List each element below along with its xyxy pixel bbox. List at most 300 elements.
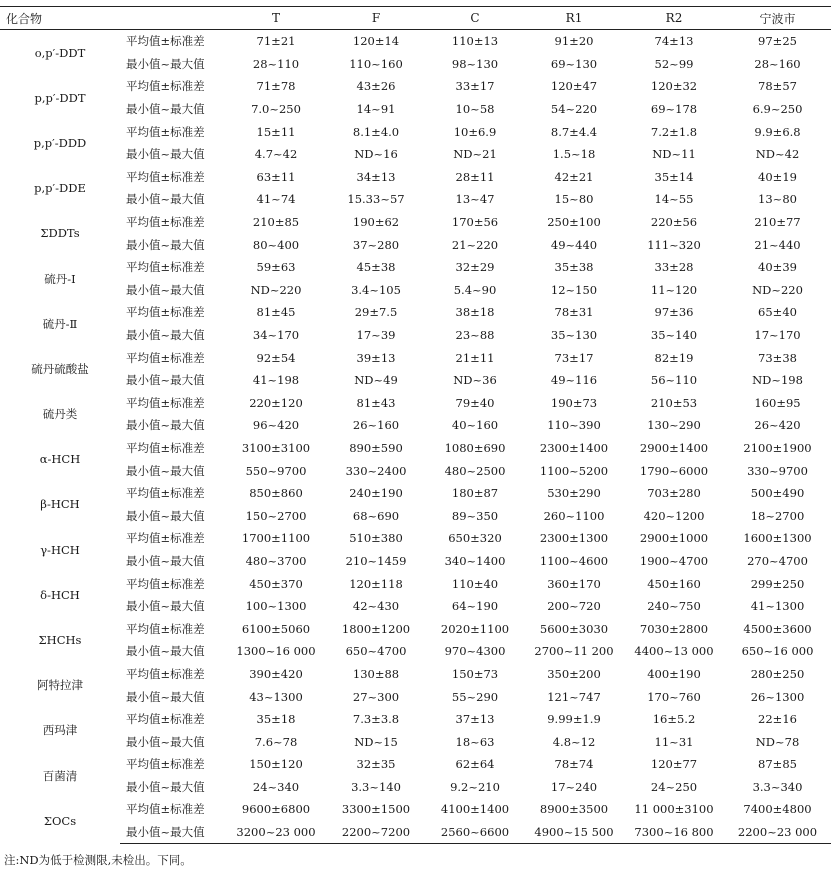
compound-name: γ-HCH [40, 542, 80, 557]
value-cell: 150±73 [451, 666, 499, 681]
value-cell: 11 000±3100 [634, 802, 714, 817]
table-row [0, 414, 831, 437]
value-cell: ND~11 [652, 147, 696, 162]
value-cell: 650±320 [448, 531, 502, 546]
value-cell: 65±40 [758, 305, 797, 320]
value-cell: 68~690 [352, 508, 400, 523]
stat-label: 平均值±标准差 [126, 486, 205, 501]
value-cell: 39±13 [356, 350, 396, 365]
header-compound: 化合物 [0, 7, 120, 30]
value-cell: 13~80 [758, 192, 797, 207]
value-cell: 210±85 [252, 215, 300, 230]
value-cell: 3300±1500 [341, 802, 411, 817]
value-cell: 78±74 [554, 757, 594, 772]
value-cell: 170~760 [647, 689, 701, 704]
value-cell: 34±13 [356, 169, 396, 184]
stat-label: 最小值~最大值 [126, 373, 205, 388]
value-cell: 40~160 [451, 418, 499, 433]
value-cell: 2700~11 200 [534, 644, 614, 659]
pesticide-concentration-table [0, 6, 831, 844]
stat-label: 平均值±标准差 [126, 757, 205, 772]
table-row [0, 459, 831, 482]
compound-name: 阿特拉津 [37, 678, 83, 693]
value-cell: 91±20 [554, 34, 594, 49]
value-cell: 24~250 [650, 779, 698, 794]
value-cell: 850±860 [249, 486, 303, 501]
value-cell: 43±26 [356, 79, 396, 94]
value-cell: 7.0~250 [251, 102, 301, 117]
value-cell: 270~4700 [747, 553, 808, 568]
value-cell: 130~290 [647, 418, 701, 433]
value-cell: 49~116 [550, 373, 598, 388]
stat-label: 最小值~最大值 [126, 418, 205, 433]
table-row [0, 595, 831, 618]
value-cell: 200~720 [547, 599, 601, 614]
value-cell: 97±25 [758, 34, 797, 49]
value-cell: 350±200 [547, 666, 601, 681]
value-cell: ND~220 [752, 282, 803, 297]
compound-name: δ-HCH [40, 587, 80, 602]
table-row [0, 572, 831, 595]
value-cell: 260~1100 [543, 508, 605, 523]
value-cell: ND~36 [453, 373, 497, 388]
value-cell: 9600±6800 [241, 802, 311, 817]
stat-label: 最小值~最大值 [126, 328, 205, 343]
compound-name: p,p′-DDD [33, 135, 87, 150]
value-cell: 1790~6000 [639, 463, 709, 478]
stat-label: 平均值±标准差 [126, 712, 205, 727]
stat-label: 平均值±标准差 [126, 350, 205, 365]
table-row [0, 550, 831, 573]
value-cell: 69~178 [650, 102, 698, 117]
table-row [0, 233, 831, 256]
table-row [0, 143, 831, 166]
value-cell: 480~3700 [245, 553, 307, 568]
value-cell: 110±13 [451, 34, 499, 49]
table-row [0, 211, 831, 234]
value-cell: 1080±690 [444, 440, 506, 455]
value-cell: 220±56 [650, 215, 698, 230]
compound-name: ΣHCHs [38, 633, 82, 648]
value-cell: 4900~15 500 [524, 821, 624, 844]
value-cell: 74±13 [654, 34, 694, 49]
value-cell: 64~190 [451, 599, 499, 614]
value-cell: 500±490 [750, 486, 805, 501]
value-cell: 45±38 [356, 260, 396, 275]
value-cell: 37±13 [455, 712, 495, 727]
value-cell: 35±38 [554, 260, 594, 275]
value-cell: 81±45 [256, 305, 296, 320]
stat-label: 最小值~最大值 [126, 779, 205, 794]
value-cell: 360±170 [547, 576, 601, 591]
value-cell: 120±32 [650, 79, 698, 94]
value-cell: 650~4700 [345, 644, 407, 659]
stat-label: 平均值±标准差 [126, 621, 205, 636]
value-cell: 41~198 [252, 373, 300, 388]
value-cell: 3.3~140 [351, 779, 401, 794]
compound-name: 硫丹类 [42, 407, 78, 422]
value-cell: 33±28 [654, 260, 694, 275]
value-cell: 130±88 [352, 666, 400, 681]
value-cell: 3200~23 000 [226, 821, 326, 844]
value-cell: 8.1±4.0 [352, 124, 400, 139]
value-cell: 12~150 [550, 282, 598, 297]
header-T: T [226, 7, 326, 30]
value-cell: 9.9±6.8 [754, 124, 801, 139]
stat-label: 平均值±标准差 [126, 802, 205, 817]
value-cell: 59±63 [256, 260, 296, 275]
value-cell: 121~747 [547, 689, 601, 704]
value-cell: 6100±5060 [241, 621, 311, 636]
stat-label: 平均值±标准差 [126, 215, 205, 230]
value-cell: 4.8~12 [552, 734, 596, 749]
compound-name: β-HCH [40, 497, 80, 512]
value-cell: 69~130 [550, 56, 598, 71]
table-row [0, 437, 831, 460]
value-cell: 15.33~57 [347, 192, 405, 207]
value-cell: 11~120 [650, 282, 698, 297]
value-cell: ND~16 [354, 147, 398, 162]
value-cell: 210~1459 [345, 553, 407, 568]
value-cell: 5600±3030 [539, 621, 609, 636]
value-cell: 120±118 [349, 576, 403, 591]
value-cell: 3.3~340 [752, 779, 803, 794]
header-row [0, 7, 831, 30]
table-row [0, 776, 831, 799]
value-cell: 62±64 [455, 757, 495, 772]
value-cell: 1700±1100 [241, 531, 311, 546]
stat-label: 平均值±标准差 [126, 395, 205, 410]
value-cell: 13~47 [455, 192, 495, 207]
value-cell: 210±53 [650, 395, 698, 410]
value-cell: 81±43 [356, 395, 396, 410]
value-cell: 2900±1000 [639, 531, 709, 546]
value-cell: 1300~16 000 [236, 644, 316, 659]
stat-label: 最小值~最大值 [126, 734, 205, 749]
compound-name: o,p′-DDT [34, 45, 86, 60]
value-cell: 703±280 [647, 486, 701, 501]
compound-name: 西玛津 [42, 723, 78, 738]
value-cell: 4100±1400 [440, 802, 510, 817]
value-cell: 21±11 [455, 350, 495, 365]
value-cell: 170±56 [451, 215, 499, 230]
value-cell: 450±370 [249, 576, 303, 591]
footnote: 注:ND为低于检测限,未检出。下同。 [4, 853, 192, 867]
value-cell: 1100~5200 [539, 463, 609, 478]
table-row [0, 527, 831, 550]
value-cell: 1600±1300 [743, 531, 812, 546]
value-cell: 17~170 [754, 328, 801, 343]
value-cell: 110±40 [451, 576, 499, 591]
table-row [0, 188, 831, 211]
value-cell: 15~80 [554, 192, 594, 207]
table-row [0, 798, 831, 821]
value-cell: 970~4300 [444, 644, 506, 659]
value-cell: 480~2500 [444, 463, 506, 478]
value-cell: 1800±1200 [341, 621, 411, 636]
table-row [0, 301, 831, 324]
table-row [0, 730, 831, 753]
value-cell: 32±35 [356, 757, 396, 772]
header-C: C [426, 7, 524, 30]
table-row [0, 98, 831, 121]
value-cell: 89~350 [451, 508, 499, 523]
value-cell: 220±120 [249, 395, 303, 410]
table-row [0, 369, 831, 392]
value-cell: 280±250 [750, 666, 805, 681]
value-cell: 73±17 [554, 350, 594, 365]
compound-name: 硫丹硫酸盐 [31, 361, 89, 376]
value-cell: ND~49 [354, 373, 398, 388]
value-cell: 54~220 [550, 102, 598, 117]
value-cell: 110~160 [349, 56, 403, 71]
value-cell: 28~160 [754, 56, 801, 71]
value-cell: 650~16 000 [741, 644, 814, 659]
stat-label: 最小值~最大值 [126, 644, 205, 659]
value-cell: ND~21 [453, 147, 497, 162]
value-cell: ND~220 [250, 282, 302, 297]
value-cell: 1900~4700 [639, 553, 709, 568]
stat-label: 最小值~最大值 [126, 102, 205, 117]
table-row [0, 166, 831, 189]
value-cell: 28±11 [455, 169, 495, 184]
value-cell: 35±18 [256, 712, 296, 727]
table-row [0, 617, 831, 640]
value-cell: 35~140 [650, 328, 698, 343]
value-cell: 2200~7200 [326, 821, 426, 844]
value-cell: 73±38 [758, 350, 797, 365]
table-row [0, 120, 831, 143]
value-cell: 11~31 [654, 734, 694, 749]
value-cell: 8.7±4.4 [550, 124, 598, 139]
value-cell: 82±19 [654, 350, 694, 365]
value-cell: 26~420 [754, 418, 801, 433]
value-cell: 7.3±3.8 [352, 712, 400, 727]
header-stat [120, 7, 226, 30]
compound-name: ΣDDTs [40, 226, 80, 241]
value-cell: 250±100 [547, 215, 601, 230]
stat-label: 最小值~最大值 [126, 599, 205, 614]
compound-name: ΣOCs [43, 814, 77, 829]
value-cell: ND~15 [354, 734, 398, 749]
value-cell: 1.5~18 [552, 147, 596, 162]
value-cell: 890±590 [349, 440, 403, 455]
value-cell: 120±47 [550, 79, 598, 94]
stat-label: 最小值~最大值 [126, 237, 205, 252]
value-cell: 27~300 [352, 689, 400, 704]
stat-label: 最小值~最大值 [126, 508, 205, 523]
value-cell: 6.9~250 [752, 102, 803, 117]
value-cell: 34~170 [252, 328, 300, 343]
compound-name: 百菌清 [42, 768, 78, 783]
stat-label: 平均值±标准差 [126, 79, 205, 94]
value-cell: 17~240 [550, 779, 598, 794]
compound-name: p,p′-DDE [34, 181, 86, 196]
value-cell: 210±77 [754, 215, 801, 230]
value-cell: 14~91 [356, 102, 396, 117]
value-cell: 510±380 [349, 531, 403, 546]
value-cell: 18~63 [455, 734, 495, 749]
stat-label: 平均值±标准差 [126, 260, 205, 275]
value-cell: 2300±1400 [539, 440, 609, 455]
stat-label: 最小值~最大值 [126, 56, 205, 71]
value-cell: 4400~13 000 [634, 644, 714, 659]
value-cell: 33±17 [455, 79, 495, 94]
value-cell: 120±14 [352, 34, 400, 49]
value-cell: 97±36 [654, 305, 694, 320]
value-cell: 17~39 [356, 328, 396, 343]
value-cell: 330~2400 [345, 463, 407, 478]
value-cell: 4.7~42 [254, 147, 298, 162]
value-cell: 41~1300 [750, 599, 805, 614]
value-cell: 56~110 [650, 373, 698, 388]
compound-name: 硫丹-Ⅰ [44, 271, 76, 286]
stat-label: 最小值~最大值 [126, 463, 205, 478]
value-cell: 450±160 [647, 576, 701, 591]
table-row [0, 75, 831, 98]
table-row [0, 504, 831, 527]
header-R2: R2 [624, 7, 724, 30]
value-cell: 7.2±1.8 [650, 124, 698, 139]
value-cell: 78±31 [554, 305, 594, 320]
value-cell: 16±5.2 [652, 712, 696, 727]
value-cell: 42~430 [352, 599, 400, 614]
stat-label: 平均值±标准差 [126, 440, 205, 455]
value-cell: 52~99 [654, 56, 694, 71]
value-cell: 150±120 [249, 757, 303, 772]
value-cell: 49~440 [550, 237, 598, 252]
value-cell: 40±39 [758, 260, 797, 275]
value-cell: 92±54 [256, 350, 296, 365]
value-cell: 78±57 [758, 79, 797, 94]
header-ningbo: 宁波市 [724, 7, 831, 30]
value-cell: 5.4~90 [453, 282, 497, 297]
value-cell: 2560~6600 [426, 821, 524, 844]
stat-label: 平均值±标准差 [126, 531, 205, 546]
value-cell: 180±87 [451, 486, 499, 501]
value-cell: 24~340 [252, 779, 300, 794]
value-cell: 23~88 [455, 328, 495, 343]
value-cell: 63±11 [256, 169, 296, 184]
stat-label: 最小值~最大值 [126, 147, 205, 162]
value-cell: 38±18 [455, 305, 495, 320]
stat-label: 最小值~最大值 [126, 689, 205, 704]
header-F: F [326, 7, 426, 30]
value-cell: 32±29 [455, 260, 495, 275]
value-cell: 10±6.9 [453, 124, 497, 139]
value-cell: 80~400 [252, 237, 300, 252]
value-cell: 43~1300 [249, 689, 303, 704]
value-cell: 71±78 [256, 79, 296, 94]
value-cell: 7400±4800 [743, 802, 812, 817]
value-cell: 29±7.5 [354, 305, 398, 320]
table-row [0, 53, 831, 76]
table-row [0, 663, 831, 686]
value-cell: 71±21 [256, 34, 296, 49]
table-row [0, 821, 831, 844]
value-cell: ND~78 [755, 734, 800, 749]
table-row [0, 30, 831, 53]
value-cell: 420~1200 [643, 508, 705, 523]
value-cell: 120±77 [650, 757, 698, 772]
value-cell: 37~280 [352, 237, 400, 252]
value-cell: 96~420 [252, 418, 300, 433]
value-cell: 79±40 [455, 395, 495, 410]
value-cell: 28~110 [252, 56, 300, 71]
value-cell: ND~42 [755, 147, 800, 162]
value-cell: 2020±1100 [440, 621, 510, 636]
value-cell: 55~290 [451, 689, 499, 704]
value-cell: 160±95 [754, 395, 801, 410]
stat-label: 最小值~最大值 [120, 821, 226, 844]
header-R1: R1 [524, 7, 624, 30]
value-cell: 340~1400 [444, 553, 506, 568]
value-cell: 15±11 [256, 124, 296, 139]
value-cell: 8900±3500 [539, 802, 609, 817]
value-cell: 7030±2800 [639, 621, 709, 636]
value-cell: 14~55 [654, 192, 694, 207]
value-cell: 240~750 [647, 599, 701, 614]
table-row [0, 753, 831, 776]
table-row [0, 640, 831, 663]
value-cell: 26~1300 [750, 689, 805, 704]
value-cell: 2300±1300 [539, 531, 609, 546]
table-row [0, 708, 831, 731]
value-cell: 330~9700 [747, 463, 808, 478]
table-row [0, 346, 831, 369]
value-cell: 2200~23 000 [724, 821, 831, 844]
stat-label: 最小值~最大值 [126, 282, 205, 297]
value-cell: 40±19 [758, 169, 797, 184]
stat-label: 平均值±标准差 [126, 576, 205, 591]
stat-label: 平均值±标准差 [126, 169, 205, 184]
value-cell: 26~160 [352, 418, 400, 433]
value-cell: 9.2~210 [450, 779, 500, 794]
value-cell: 22±16 [758, 712, 797, 727]
stat-label: 最小值~最大值 [126, 553, 205, 568]
value-cell: 7.6~78 [254, 734, 298, 749]
value-cell: 98~130 [451, 56, 499, 71]
value-cell: 190±62 [352, 215, 400, 230]
value-cell: 3.4~105 [351, 282, 401, 297]
value-cell: 18~2700 [750, 508, 805, 523]
stat-label: 平均值±标准差 [126, 124, 205, 139]
table-row [0, 482, 831, 505]
value-cell: ND~198 [752, 373, 803, 388]
value-cell: 190±73 [550, 395, 598, 410]
stat-label: 平均值±标准差 [126, 305, 205, 320]
value-cell: 2900±1400 [639, 440, 709, 455]
table-row [0, 279, 831, 302]
stat-label: 平均值±标准差 [126, 666, 205, 681]
value-cell: 87±85 [758, 757, 797, 772]
value-cell: 110~390 [547, 418, 601, 433]
value-cell: 9.99±1.9 [547, 712, 601, 727]
value-cell: 1100~4600 [539, 553, 609, 568]
value-cell: 390±420 [249, 666, 303, 681]
value-cell: 400±190 [647, 666, 701, 681]
value-cell: 550~9700 [245, 463, 307, 478]
table-row [0, 392, 831, 415]
value-cell: 21~440 [754, 237, 801, 252]
value-cell: 7300~16 800 [624, 821, 724, 844]
value-cell: 3100±3100 [241, 440, 311, 455]
value-cell: 240±190 [349, 486, 403, 501]
value-cell: 100~1300 [245, 599, 307, 614]
value-cell: 299±250 [750, 576, 805, 591]
value-cell: 4500±3600 [743, 621, 812, 636]
stat-label: 平均值±标准差 [126, 34, 205, 49]
